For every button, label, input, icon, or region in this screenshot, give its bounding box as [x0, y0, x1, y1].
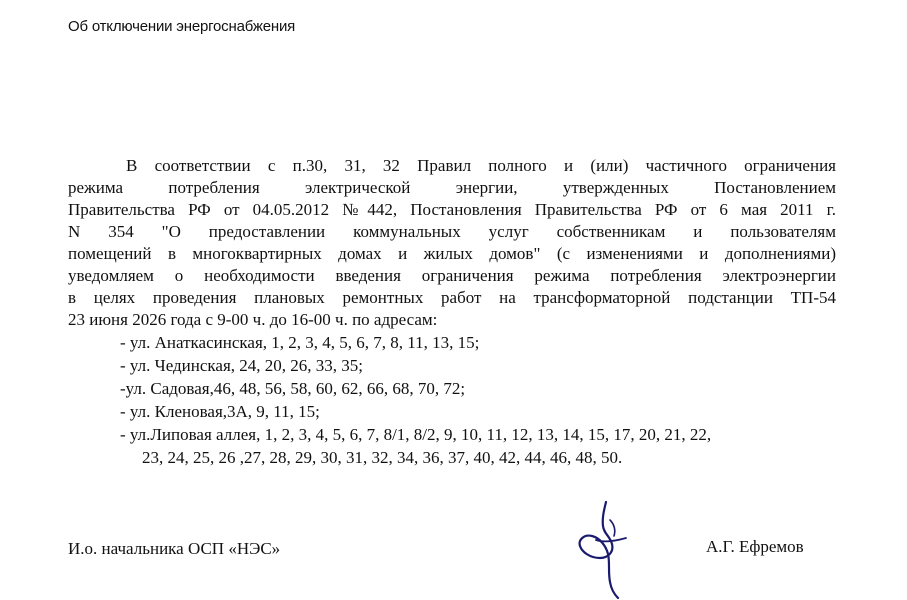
- paragraph-line: помещений в многоквартирных домах и жилых домов" (с изменениями и дополнениями): [68, 244, 836, 263]
- address-item-continuation: 23, 24, 25, 26 ,27, 28, 29, 30, 31, 32, 34, 36, 37, 40, 42, 44, 46, 48, 50.: [142, 448, 623, 467]
- document-subject: Об отключении энергоснабжения: [68, 18, 296, 35]
- paragraph-line: режима потребления электрической энергии, утвержденных Постановлением: [68, 178, 836, 197]
- handwritten-signature: [566, 500, 636, 600]
- address-item: -ул. Садовая,46, 48, 56, 58, 60, 62, 66, 68, 70, 72;: [120, 379, 466, 398]
- paragraph-line: В соответствии с п.30, 31, 32 Правил полного и (или) частичного ограничения: [126, 156, 836, 175]
- address-list: [120, 331, 850, 469]
- paragraph-line: N 354 "О предоставлении коммунальных услуг собственникам и пользователям: [68, 222, 836, 241]
- signatory-position: И.о. начальника ОСП «НЭС»: [68, 539, 281, 558]
- signatory-name: А.Г. Ефремов: [706, 537, 804, 556]
- paragraph-line: уведомляем о необходимости введения ограничения режима потребления электроэнергии: [68, 266, 836, 285]
- paragraph-line: 23 июня 2026 года с 9-00 ч. до 16-00 ч. по адресам:: [68, 310, 438, 329]
- paragraph-line: Правительства РФ от 04.05.2012 №442, Постановления Правительства РФ от 6 мая 2011 г.: [68, 200, 836, 219]
- address-item: - ул. Чединская, 24, 20, 26, 33, 35;: [120, 356, 363, 375]
- address-item: - ул. Анаткасинская, 1, 2, 3, 4, 5, 6, 7, 8, 11, 13, 15;: [120, 333, 480, 352]
- address-item: - ул. Кленовая,3А, 9, 11, 15;: [120, 402, 320, 421]
- address-item: - ул.Липовая аллея, 1, 2, 3, 4, 5, 6, 7, 8/1, 8/2, 9, 10, 11, 12, 13, 14, 15, 17, 20, 21, 22,: [120, 425, 712, 444]
- notice-paragraph: [68, 155, 836, 331]
- paragraph-line: в целях проведения плановых ремонтных работ на трансформаторной подстанции ТП-54: [68, 288, 836, 307]
